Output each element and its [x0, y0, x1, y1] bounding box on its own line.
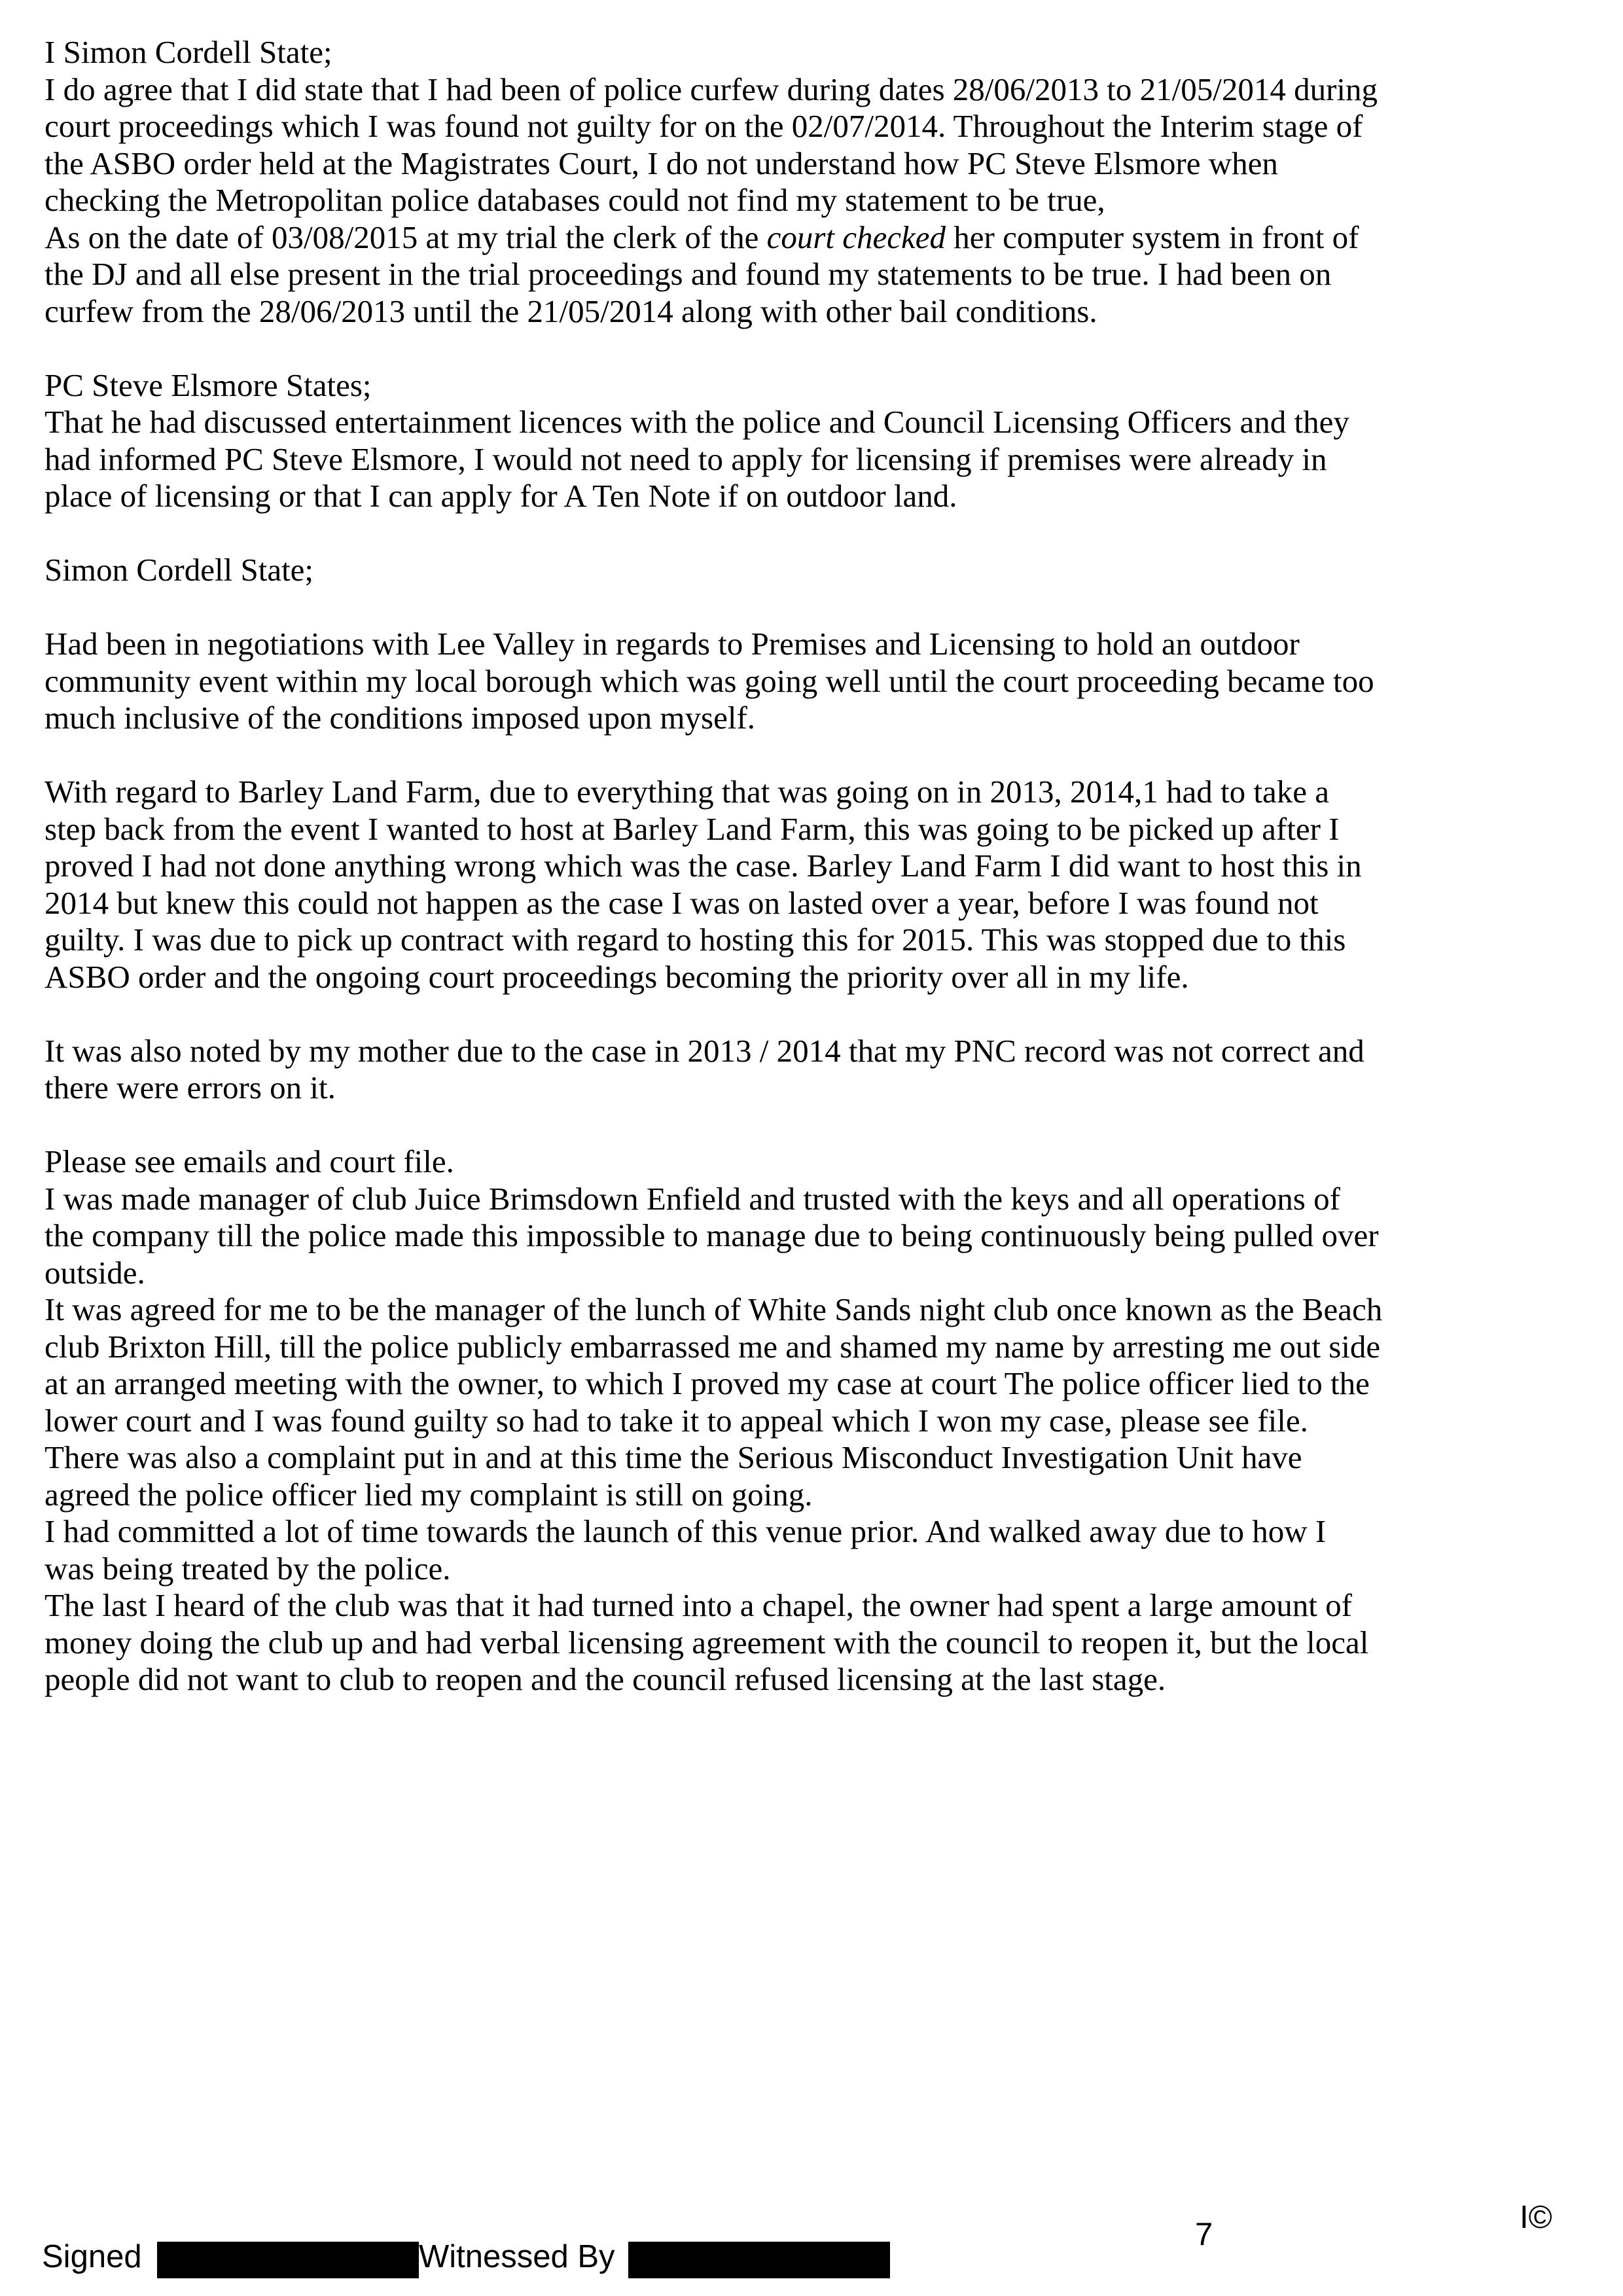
text-line: checking the Metropolitan police databases could not find my statement to be true,	[45, 182, 1105, 218]
text-line: place of licensing or that I can apply for A Ten Note if on outdoor land.	[45, 478, 957, 514]
signed-label: Signed	[42, 2239, 142, 2274]
text-line: Simon Cordell State;	[45, 552, 314, 588]
text-line: curfew from the 28/06/2013 until the 21/05/2014 along with other bail conditions.	[45, 293, 1097, 329]
text-line: step back from the event I wanted to host at Barley Land Farm, this was going to be picked up after I	[45, 810, 1340, 847]
redacted-witness-box	[628, 2242, 890, 2278]
text-line: Had been in negotiations with Lee Valley in regards to Premises and Licensing to hold an outdoor	[45, 626, 1300, 662]
text-line: the company till the police made this impossible to manage due to being continuously being pulled over	[45, 1217, 1379, 1253]
text-line: ASBO order and the ongoing court proceedings becoming the priority over all in my life.	[45, 958, 1189, 995]
text-run: As on the date of 03/08/2015 at my trial the clerk of the	[45, 219, 767, 255]
text-line: much inclusive of the conditions imposed upon myself.	[45, 700, 756, 736]
text-line: guilty. I was due to pick up contract with regard to hosting this for 2015. This was stopped due to this	[45, 922, 1346, 958]
text-line: there were errors on it.	[45, 1069, 336, 1105]
text-line: PC Steve Elsmore States;	[45, 367, 372, 403]
text-line: community event within my local borough which was going well until the court proceeding became too	[45, 662, 1374, 699]
text-line: There was also a complaint put in and at this time the Serious Misconduct Investigation Unit have	[45, 1439, 1302, 1475]
text-line: money doing the club up and had verbal licensing agreement with the council to reopen it, but the local	[45, 1624, 1369, 1660]
text-line: the DJ and all else present in the trial proceedings and found my statements to be true. I had been on	[45, 256, 1332, 292]
page-number: 7	[1195, 2217, 1213, 2252]
text-line: at an arranged meeting with the owner, to which I proved my case at court The police officer lied to the	[45, 1365, 1370, 1401]
text-line: The last I heard of the club was that it had turned into a chapel, the owner had spent a large amount of	[45, 1587, 1352, 1623]
text-line: It was also noted by my mother due to the case in 2013 / 2014 that my PNC record was not correct and	[45, 1032, 1364, 1069]
text-line: court proceedings which I was found not guilty for on the 02/07/2014. Throughout the Interim stage of	[45, 108, 1363, 144]
text-line: I had committed a lot of time towards the launch of this venue prior. And walked away due to how I	[45, 1513, 1327, 1549]
text-line: agreed the police officer lied my complaint is still on going.	[45, 1476, 813, 1513]
text-line: proved I had not done anything wrong which was the case. Barley Land Farm I did want to host this in	[45, 848, 1362, 884]
copyright-mark: I©	[1520, 2200, 1552, 2235]
text-line: club Brixton Hill, till the police publicly embarrassed me and shamed my name by arresting me out side	[45, 1328, 1381, 1365]
text-line: 2014 but knew this could not happen as the case I was on lasted over a year, before I was found not	[45, 884, 1319, 921]
text-line: I Simon Cordell State;	[45, 34, 332, 70]
text-line: lower court and I was found guilty so had to take it to appeal which I won my case, please see file.	[45, 1402, 1308, 1439]
text-line: people did not want to club to reopen and the council refused licensing at the last stage.	[45, 1661, 1166, 1697]
text-line: I do agree that I did state that I had been of police curfew during dates 28/06/2013 to 21/05/2014 during	[45, 71, 1378, 107]
text-line: That he had discussed entertainment licences with the police and Council Licensing Officers and they	[45, 404, 1349, 440]
witnessed-by-label: Witnessed By	[419, 2239, 615, 2274]
text-line: the ASBO order held at the Magistrates Court, I do not understand how PC Steve Elsmore when	[45, 145, 1278, 181]
text-line: Please see emails and court file.	[45, 1143, 454, 1179]
text-line: was being treated by the police.	[45, 1550, 451, 1587]
redacted-signature-box	[157, 2242, 419, 2278]
text-line: I was made manager of club Juice Brimsdown Enfield and trusted with the keys and all operations of	[45, 1180, 1340, 1217]
text-line: It was agreed for me to be the manager of the lunch of White Sands night club once known as the Beach	[45, 1291, 1383, 1327]
text-run: her computer system in front of	[946, 219, 1359, 255]
text-line: outside.	[45, 1254, 145, 1291]
text-line: had informed PC Steve Elsmore, I would not need to apply for licensing if premises were already in	[45, 440, 1327, 477]
italic-run: court checked	[766, 219, 946, 255]
text-line: With regard to Barley Land Farm, due to everything that was going on in 2013, 2014,1 had to take a	[45, 774, 1330, 810]
